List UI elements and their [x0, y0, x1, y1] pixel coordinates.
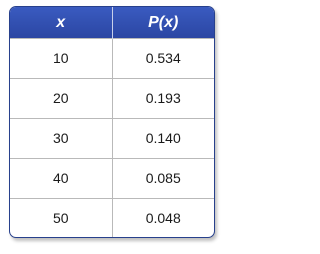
cell-x: 30	[10, 118, 112, 158]
cell-x: 40	[10, 158, 112, 198]
table-row	[10, 198, 214, 237]
table-header	[10, 7, 214, 39]
probability-table-frame	[9, 6, 215, 238]
cell-px: 0.140	[112, 118, 214, 158]
cell-px: 0.193	[112, 78, 214, 118]
table-body	[10, 39, 214, 238]
table-row	[10, 39, 214, 79]
header-row	[10, 7, 214, 39]
cell-x: 20	[10, 78, 112, 118]
header-x: x	[10, 7, 112, 39]
cell-x: 50	[10, 198, 112, 237]
cell-px: 0.048	[112, 198, 214, 237]
table-row	[10, 118, 214, 158]
table-row	[10, 158, 214, 198]
probability-table	[10, 7, 214, 237]
cell-px: 0.534	[112, 39, 214, 79]
table-row	[10, 78, 214, 118]
header-px: P(x)	[112, 7, 214, 39]
cell-px: 0.085	[112, 158, 214, 198]
cell-x: 10	[10, 39, 112, 79]
